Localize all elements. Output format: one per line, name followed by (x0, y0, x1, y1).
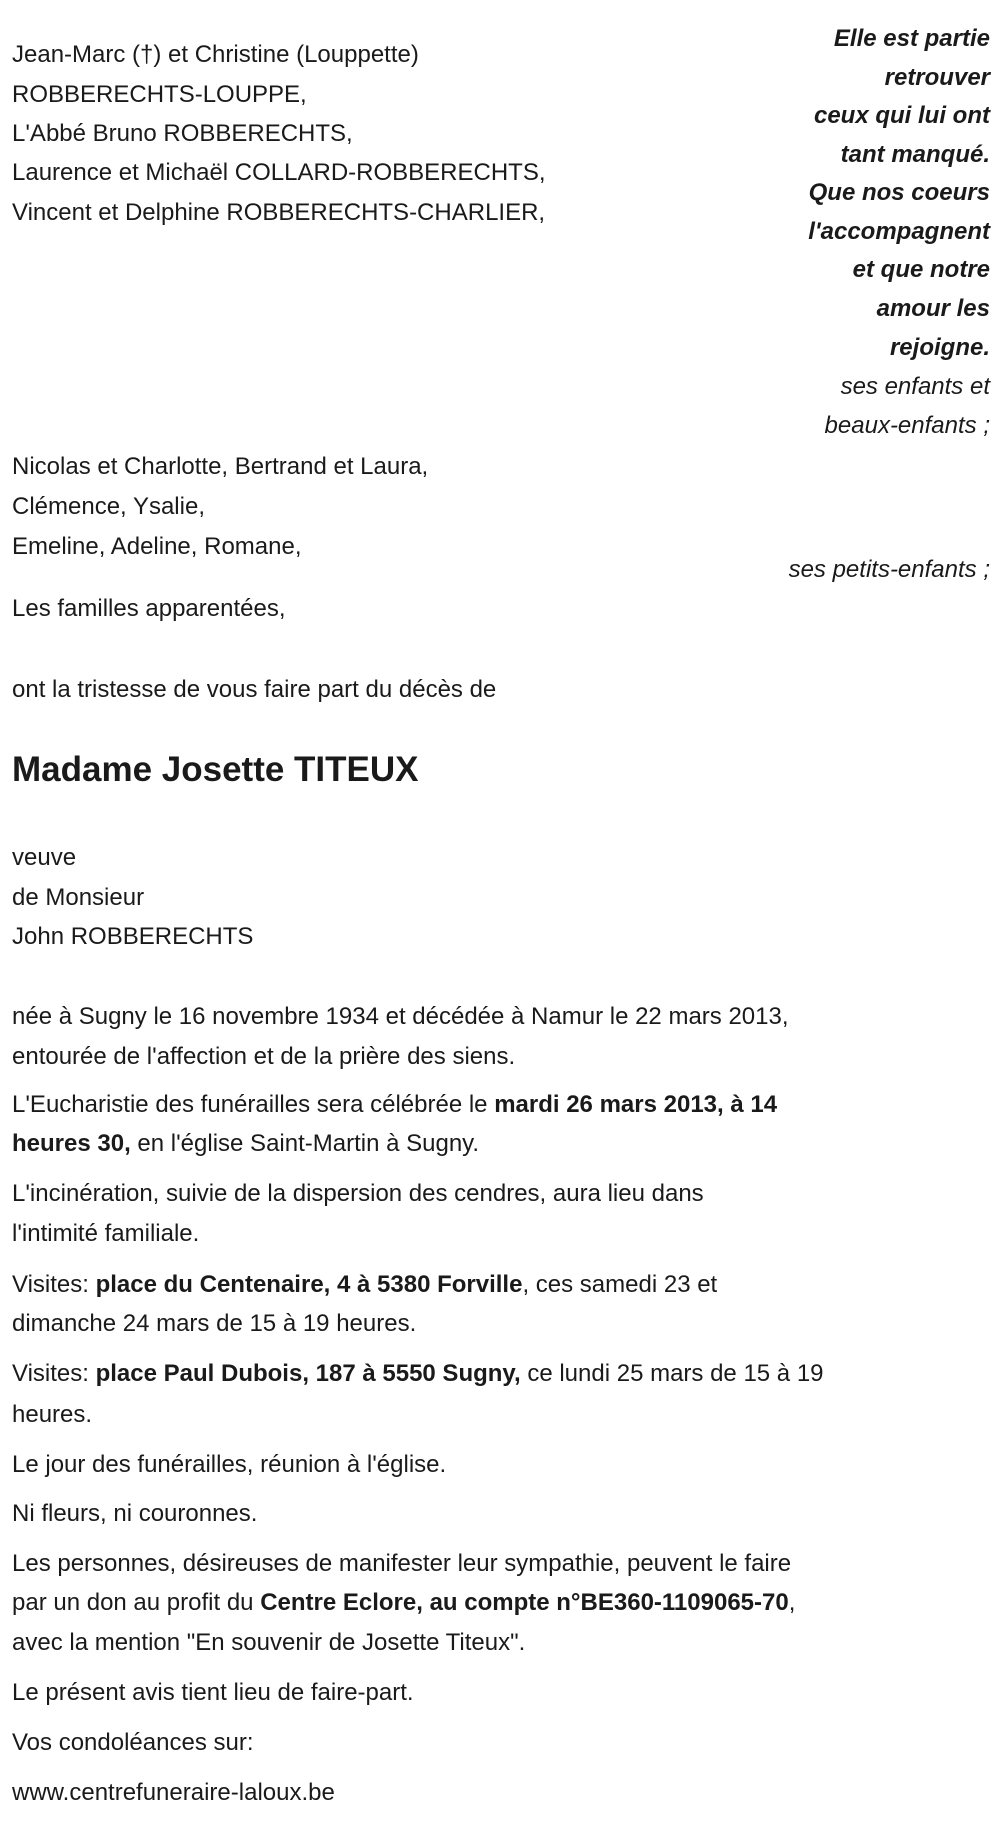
family-line: Jean-Marc (†) et Christine (Louppette) (12, 41, 419, 68)
poem-line: Elle est partie (833, 25, 990, 52)
poem-line: tant manqué. (840, 141, 990, 168)
grandchildren-line: Clémence, Ysalie, (12, 493, 205, 520)
visits-line (12, 1359, 824, 1389)
related-families: Les familles apparentées, (12, 595, 286, 622)
donation-line (12, 1588, 795, 1618)
visits-address: place Paul Dubois, 187 à 5550 Sugny, (95, 1360, 521, 1387)
cremation-line: L'incinération, suivie de la dispersion des cendres, aura lieu dans (12, 1180, 704, 1207)
widow-line: veuve (12, 844, 77, 871)
grandchildren-line: Emeline, Adeline, Romane, (12, 533, 302, 560)
birth-line: née à Sugny le 16 novembre 1934 et décédée à Namur le 22 mars 2013, (12, 1003, 789, 1030)
children-label: beaux-enfants ; (824, 412, 990, 439)
funeral-time: heures 30, (12, 1130, 131, 1157)
widow-line: de Monsieur (12, 884, 145, 911)
donation-line: Les personnes, désireuses de manifester leur sympathie, peuvent le faire (12, 1550, 792, 1577)
widow-line: John ROBBERECHTS (12, 923, 254, 950)
donation-text: , (788, 1589, 796, 1616)
family-line: Vincent et Delphine ROBBERECHTS-CHARLIER, (12, 199, 546, 226)
donation-account: Centre Eclore, au compte n°BE360-1109065-70 (260, 1589, 789, 1616)
notice-line: Le présent avis tient lieu de faire-part. (12, 1679, 414, 1706)
visits-label: Visites: (12, 1360, 96, 1387)
birth-line: entourée de l'affection et de la prière des siens. (12, 1043, 516, 1070)
visits-label: Visites: (12, 1271, 96, 1298)
visits-address: place du Centenaire, 4 à 5380 Forville (95, 1271, 523, 1298)
funeral-date: mardi 26 mars 2013, à 14 (494, 1091, 778, 1118)
poem-line: et que notre (852, 256, 990, 283)
visits-text: ce lundi 25 mars de 15 à 19 (520, 1360, 824, 1387)
donation-line: avec la mention "En souvenir de Josette Titeux". (12, 1629, 526, 1656)
website-link[interactable] (12, 1778, 335, 1808)
website-link-text[interactable]: www.centrefuneraire-laloux.be (12, 1779, 335, 1806)
children-label: ses enfants et (840, 373, 990, 400)
funeral-place: en l'église Saint-Martin à Sugny. (130, 1130, 480, 1157)
family-line: L'Abbé Bruno ROBBERECHTS, (12, 120, 353, 147)
poem-line: retrouver (884, 64, 990, 91)
visits-text: , ces samedi 23 et (522, 1271, 718, 1298)
cremation-line: l'intimité familiale. (12, 1220, 200, 1247)
poem-line: ceux qui lui ont (813, 102, 990, 129)
visits-line: dimanche 24 mars de 15 à 19 heures. (12, 1310, 417, 1337)
meeting-line: Le jour des funérailles, réunion à l'église. (12, 1451, 447, 1478)
poem-line: amour les (876, 295, 990, 322)
poem-line: Que nos coeurs (808, 179, 990, 206)
funeral-line (12, 1129, 479, 1159)
deceased-name: Madame Josette TITEUX (12, 750, 419, 789)
flowers-line: Ni fleurs, ni couronnes. (12, 1500, 258, 1527)
announcement: ont la tristesse de vous faire part du décès de (12, 676, 497, 703)
condolences-label: Vos condoléances sur: (12, 1729, 254, 1756)
funeral-text: L'Eucharistie des funérailles sera célébrée le (12, 1091, 495, 1118)
visits-line: heures. (12, 1401, 93, 1428)
donation-text: par un don au profit du (12, 1589, 261, 1616)
poem-line: rejoigne. (889, 334, 990, 361)
poem-line: l'accompagnent (808, 218, 990, 245)
family-line: Laurence et Michaël COLLARD-ROBBERECHTS, (12, 159, 546, 186)
funeral-line (12, 1090, 777, 1120)
grandchildren-label: ses petits-enfants ; (788, 556, 990, 583)
visits-line (12, 1270, 717, 1300)
grandchildren-line: Nicolas et Charlotte, Bertrand et Laura, (12, 453, 429, 480)
family-line: ROBBERECHTS-LOUPPE, (12, 81, 307, 108)
